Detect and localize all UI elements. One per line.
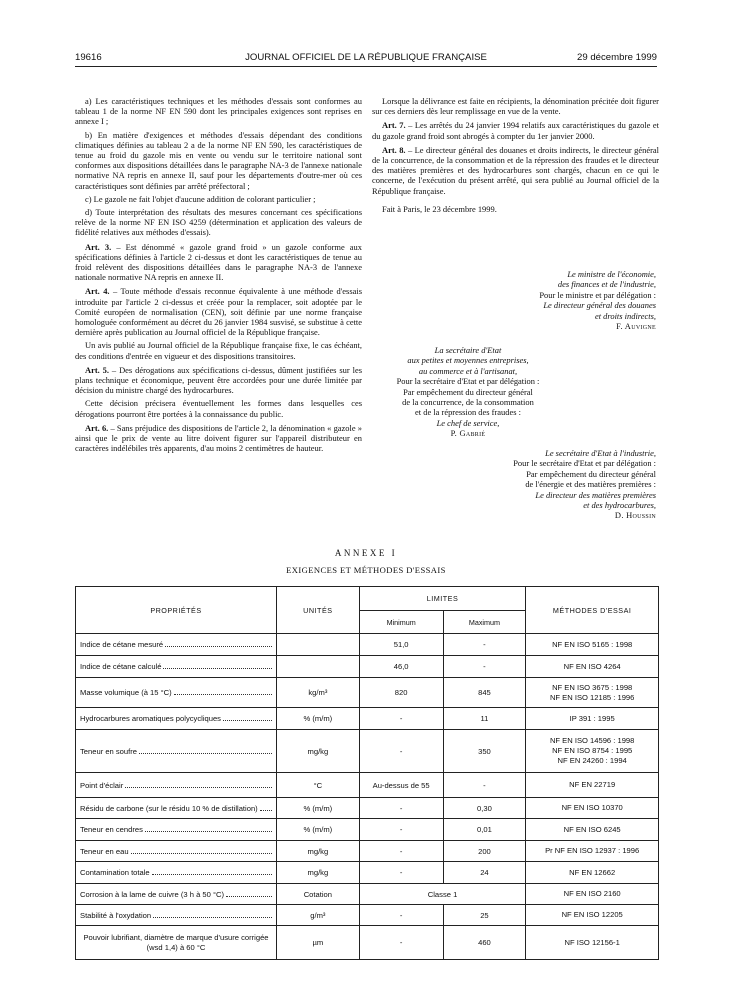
property-label: Contamination totale xyxy=(80,868,150,877)
property-label: Teneur en cendres xyxy=(80,825,143,834)
minimum-cell: 51,0 xyxy=(359,634,443,656)
signature-line: Le ministre de l'économie, xyxy=(567,269,656,279)
leader-dots xyxy=(139,753,272,754)
paragraph-text: – Des dérogations aux spécifications ci-dessus, dûment justifiées sur les plans technique et économique, peuvent être accordées pour une durée limitée par décision du ministre chargé des hydrocarbures. xyxy=(75,364,362,396)
unit-cell: mg/kg xyxy=(276,862,359,884)
paragraph xyxy=(75,340,362,360)
unit-cell xyxy=(276,634,359,656)
method-cell: NF EN ISO 5165 : 1998 xyxy=(526,634,659,656)
minimum-cell: - xyxy=(359,819,443,841)
signature-line: au commerce et à l'artisanat, xyxy=(418,365,518,376)
leader-dots xyxy=(165,646,272,647)
table-row xyxy=(76,841,659,862)
right-column xyxy=(372,96,659,217)
property-cell xyxy=(76,798,277,819)
paragraph xyxy=(372,204,659,214)
header-limits: LIMITES xyxy=(359,587,526,611)
property-cell xyxy=(76,841,277,862)
leader-dots xyxy=(131,853,272,854)
paragraph xyxy=(372,145,659,196)
maximum-cell: 11 xyxy=(443,708,526,730)
method-cell: NF ISO 12156-1 xyxy=(526,926,659,960)
signature-block-commerce xyxy=(393,345,543,439)
property-cell xyxy=(76,708,277,730)
unit-cell: µm xyxy=(276,926,359,960)
signature-line: de l'énergie et des matières premières : xyxy=(525,479,656,490)
paragraph-text: c) Le gazole ne fait l'objet d'aucune addition de colorant particulier ; xyxy=(85,193,316,204)
maximum-cell: 24 xyxy=(443,862,526,884)
maximum-cell: 25 xyxy=(443,905,526,926)
signature-block-economy xyxy=(539,269,656,331)
signatory-name: P. Gabrié xyxy=(450,428,486,439)
paragraph-text: b) En matière d'exigences et méthodes d'essais dépendant des conditions climatiques définies au tableau 2 a de la norme NF EN 590, les caractéristiques de tenue au froid du gazole mis en vente ou vendu sur le territoire national sont conformes aux dispositions détaillées dans le paragraphe NA-3 de l'annexe nationale normative NA repris en annexe II, sauf pour les départements d'outre-mer où ces caractéristiques sont définies par arrêté préfectoral ; xyxy=(75,129,362,191)
property-cell xyxy=(76,773,277,798)
paragraph-text: Fait à Paris, le 23 décembre 1999. xyxy=(382,203,497,214)
leader-dots xyxy=(145,831,272,832)
paragraph-text: d) Toute interprétation des résultats des mesures concernant ces spécifications relève de la norme NF EN ISO 4259 (détermination et application des valeurs de fidélité relatives aux méthodes d'essais). xyxy=(75,207,362,238)
paragraph-text: Un avis publié au Journal officiel de la République française fixe, le cas échéant, des conditions d'entrée en vigueur et des dispositions transitoires. xyxy=(75,340,362,361)
article-number: Art. 3. xyxy=(85,241,112,252)
table-row xyxy=(76,905,659,926)
property-cell xyxy=(76,730,277,773)
leader-dots xyxy=(153,917,272,918)
method-cell: NF EN ISO 3675 : 1998 NF EN ISO 12185 : 1996 xyxy=(526,678,659,708)
property-label: Hydrocarbures aromatiques polycycliques xyxy=(80,714,221,723)
unit-cell: % (m/m) xyxy=(276,819,359,841)
maximum-cell: 350 xyxy=(443,730,526,773)
property-cell xyxy=(76,678,277,708)
annex-title: ANNEXE I xyxy=(334,548,398,558)
unit-cell: % (m/m) xyxy=(276,798,359,819)
paragraph xyxy=(75,398,362,418)
method-cell: NF EN 22719 xyxy=(526,773,659,798)
paragraph xyxy=(372,96,659,116)
signature-line: de la concurrence, de la consommation xyxy=(402,397,534,408)
table-row xyxy=(76,678,659,708)
signature-line: aux petites et moyennes entreprises, xyxy=(407,355,529,366)
signatory-name: F. Auvigne xyxy=(616,321,656,332)
property-label: Teneur en eau xyxy=(80,846,129,856)
table-row xyxy=(76,730,659,773)
signature-line: La secrétaire d'Etat xyxy=(434,345,502,355)
minimum-cell: - xyxy=(359,708,443,730)
unit-cell: kg/m³ xyxy=(276,678,359,708)
minimum-cell: - xyxy=(359,798,443,819)
method-cell: NF EN ISO 10370 xyxy=(526,798,659,819)
property-cell xyxy=(76,634,277,656)
minimum-cell: 820 xyxy=(359,678,443,708)
minimum-cell: 46,0 xyxy=(359,656,443,678)
minimum-cell: - xyxy=(359,926,443,960)
maximum-cell: - xyxy=(443,656,526,678)
header-methods: MÉTHODES D'ESSAI xyxy=(526,587,659,634)
property-label: Stabilité à l'oxydation xyxy=(80,910,152,920)
maximum-cell: - xyxy=(443,634,526,656)
signature-line: Par empêchement du directeur général xyxy=(403,386,533,397)
signature-line: Le secrétaire d'Etat à l'industrie, xyxy=(545,448,656,458)
unit-cell xyxy=(276,656,359,678)
minimum-cell: Au-dessus de 55 xyxy=(359,773,443,798)
paragraph-text: – Est dénommé « gazole grand froid » un gazole conforme aux spécifications définies à l'article 2 ci-dessus et dont les caractéristiques de tenue au froid relèvent des dispositions détaillées dans le paragraphe NA-3 de l'annexe nationale normative NA repris en annexe II. xyxy=(75,241,362,283)
method-cell: NF EN ISO 6245 xyxy=(526,819,659,841)
property-label: Masse volumique (à 15 °C) xyxy=(80,688,172,697)
article-number: Art. 7. xyxy=(382,120,406,131)
minimum-cell: - xyxy=(359,841,443,862)
property-cell xyxy=(76,819,277,841)
table-row xyxy=(76,708,659,730)
maximum-cell: - xyxy=(443,773,526,798)
maximum-cell: 200 xyxy=(443,841,526,862)
signature-line: Pour la secrétaire d'Etat et par délégation : xyxy=(396,376,540,387)
unit-cell: % (m/m) xyxy=(276,708,359,730)
paragraph xyxy=(75,423,362,454)
annex-subtitle: EXIGENCES ET MÉTHODES D'ESSAIS xyxy=(286,565,446,575)
maximum-cell: 460 xyxy=(443,926,526,960)
property-cell: Pouvoir lubrifiant, diamètre de marque d'usure corrigée (wsd 1,4) à 60 °C xyxy=(76,926,277,960)
paragraph xyxy=(75,242,362,283)
method-cell: NF EN ISO 2160 xyxy=(526,884,659,905)
signature-line: et droits indirects, xyxy=(594,310,656,321)
article-number: Art. 6. xyxy=(85,422,109,433)
requirements-table xyxy=(75,586,659,960)
header-rule xyxy=(75,66,657,67)
minimum-cell: - xyxy=(359,862,443,884)
signature-line: Pour le secrétaire d'Etat et par délégation : xyxy=(513,458,656,469)
property-label: Point d'éclair xyxy=(80,780,124,790)
method-cell: NF EN ISO 12205 xyxy=(526,905,659,926)
property-label: Indice de cétane mesuré xyxy=(80,640,164,649)
table-row xyxy=(76,819,659,841)
table-row xyxy=(76,773,659,798)
paragraph xyxy=(372,120,659,140)
paragraph-text: – Les arrêtés du 24 janvier 1994 relatifs aux caractéristiques du gazole et du gazole grand froid sont abrogés à compter du 1er janvier 2000. xyxy=(372,120,659,141)
article-number: Art. 5. xyxy=(85,364,110,375)
unit-cell: Cotation xyxy=(276,884,359,905)
signature-line: Le directeur des matières premières xyxy=(535,489,656,500)
paragraph xyxy=(75,207,362,238)
page-number: 19616 xyxy=(75,52,102,63)
property-label: Résidu de carbone (sur le résidu 10 % de distillation) xyxy=(80,803,258,813)
signature-line: Pour le ministre et par délégation : xyxy=(539,289,656,300)
method-cell: NF EN ISO 4264 xyxy=(526,656,659,678)
signature-line: et de la répression des fraudes : xyxy=(415,407,521,418)
method-cell: Pr NF EN ISO 12937 : 1996 xyxy=(526,841,659,862)
property-label: Teneur en soufre xyxy=(80,746,137,756)
leader-dots xyxy=(260,810,272,811)
leader-dots xyxy=(174,694,272,695)
signature-line: Le chef de service, xyxy=(436,417,500,428)
paragraph xyxy=(75,130,362,191)
leader-dots xyxy=(163,668,271,669)
signature-line: des finances et de l'industrie, xyxy=(557,279,656,290)
unit-cell: mg/kg xyxy=(276,841,359,862)
property-cell xyxy=(76,862,277,884)
unit-cell: °C xyxy=(276,773,359,798)
article-number: Art. 4. xyxy=(85,286,110,297)
table-row xyxy=(76,884,659,905)
header-maximum: Maximum xyxy=(443,611,526,634)
method-cell: NF EN ISO 14596 : 1998 NF EN ISO 8754 : 1995 NF EN 24260 : 1994 xyxy=(526,730,659,773)
left-column xyxy=(75,96,362,457)
paragraph-text: Cette décision précisera éventuellement les formes dans lesquelles ces dérogations pourront être portées à la connaissance du public. xyxy=(75,398,362,419)
unit-cell: g/m³ xyxy=(276,905,359,926)
signatory-name: D. Houssin xyxy=(614,510,656,521)
minimum-cell: - xyxy=(359,730,443,773)
maximum-cell: 845 xyxy=(443,678,526,708)
header-minimum: Minimum xyxy=(359,611,443,634)
paragraph xyxy=(75,96,362,127)
header-units: UNITÉS xyxy=(276,587,359,634)
property-label: Corrosion à la lame de cuivre (3 h à 50 °C) xyxy=(80,889,225,899)
leader-dots xyxy=(125,787,272,788)
paragraph-text: – Toute méthode d'essais reconnue équivalente à une méthode d'essais introduite par l'article 2 ci-dessus et créée pour la remplacer, soit adoptée par le Comité européen de normalisation (CEN), soit définie par une norme française homologuée conformément au décret du 26 janvier 1984 susvisé, se substitue à cette dernière après publication au Journal officiel de la République française. xyxy=(75,286,362,338)
paragraph-text: Lorsque la délivrance est faite en récipients, la dénomination précitée doit figurer sur ces derniers dès leur remplissage en vue de la vente. xyxy=(372,96,659,117)
article-number: Art. 8. xyxy=(382,144,406,155)
property-cell xyxy=(76,905,277,926)
property-label: Indice de cétane calculé xyxy=(80,662,162,671)
header-properties: PROPRIÉTÉS xyxy=(76,587,277,634)
leader-dots xyxy=(223,720,272,721)
table-row xyxy=(76,862,659,884)
signature-line: Le directeur général des douanes xyxy=(543,300,656,311)
issue-date: 29 décembre 1999 xyxy=(576,52,657,63)
maximum-cell: 0,01 xyxy=(443,819,526,841)
signature-block-industry xyxy=(513,448,656,521)
property-cell xyxy=(76,884,277,905)
maximum-cell: 0,30 xyxy=(443,798,526,819)
leader-dots xyxy=(152,874,272,875)
minimum-cell: - xyxy=(359,905,443,926)
signature-line: Par empêchement du directeur général xyxy=(526,468,656,479)
leader-dots xyxy=(226,896,272,897)
signature-line: et des hydrocarbures, xyxy=(583,500,656,511)
table-row xyxy=(76,798,659,819)
unit-cell: mg/kg xyxy=(276,730,359,773)
table-row xyxy=(76,656,659,678)
method-cell: NF EN 12662 xyxy=(526,862,659,884)
limits-cell: Classe 1 xyxy=(359,884,526,905)
paragraph xyxy=(75,365,362,396)
paragraph-text: – Sans préjudice des dispositions de l'article 2, la dénomination « gazole » ainsi que le prix de vente au litre doivent figurer sur l'appareil distributeur en caractères indélébiles très apparents, d'au moins 2 centimètres de hauteur. xyxy=(75,422,362,454)
method-cell: IP 391 : 1995 xyxy=(526,708,659,730)
paragraph xyxy=(75,194,362,204)
table-row xyxy=(76,634,659,656)
paragraph xyxy=(75,286,362,337)
property-cell xyxy=(76,656,277,678)
paragraph-text: – Le directeur général des douanes et droits indirects, le directeur général de la concurrence, de la consommation et de la répression des fraudes et le directeur des matières premières et des hydrocarbures sont chargés, chacun en ce qui le concerne, de l'exécution du présent arrêté, qui sera publié au Journal officiel de la République française. xyxy=(372,144,659,196)
paragraph-text: a) Les caractéristiques techniques et les méthodes d'essais sont conformes au tableau 1 de la norme NF EN 590 dont les principales exigences sont reprises en annexe I ; xyxy=(75,96,362,127)
table-row xyxy=(76,926,659,960)
journal-title: JOURNAL OFFICIEL DE LA RÉPUBLIQUE FRANÇAISE xyxy=(245,52,487,63)
